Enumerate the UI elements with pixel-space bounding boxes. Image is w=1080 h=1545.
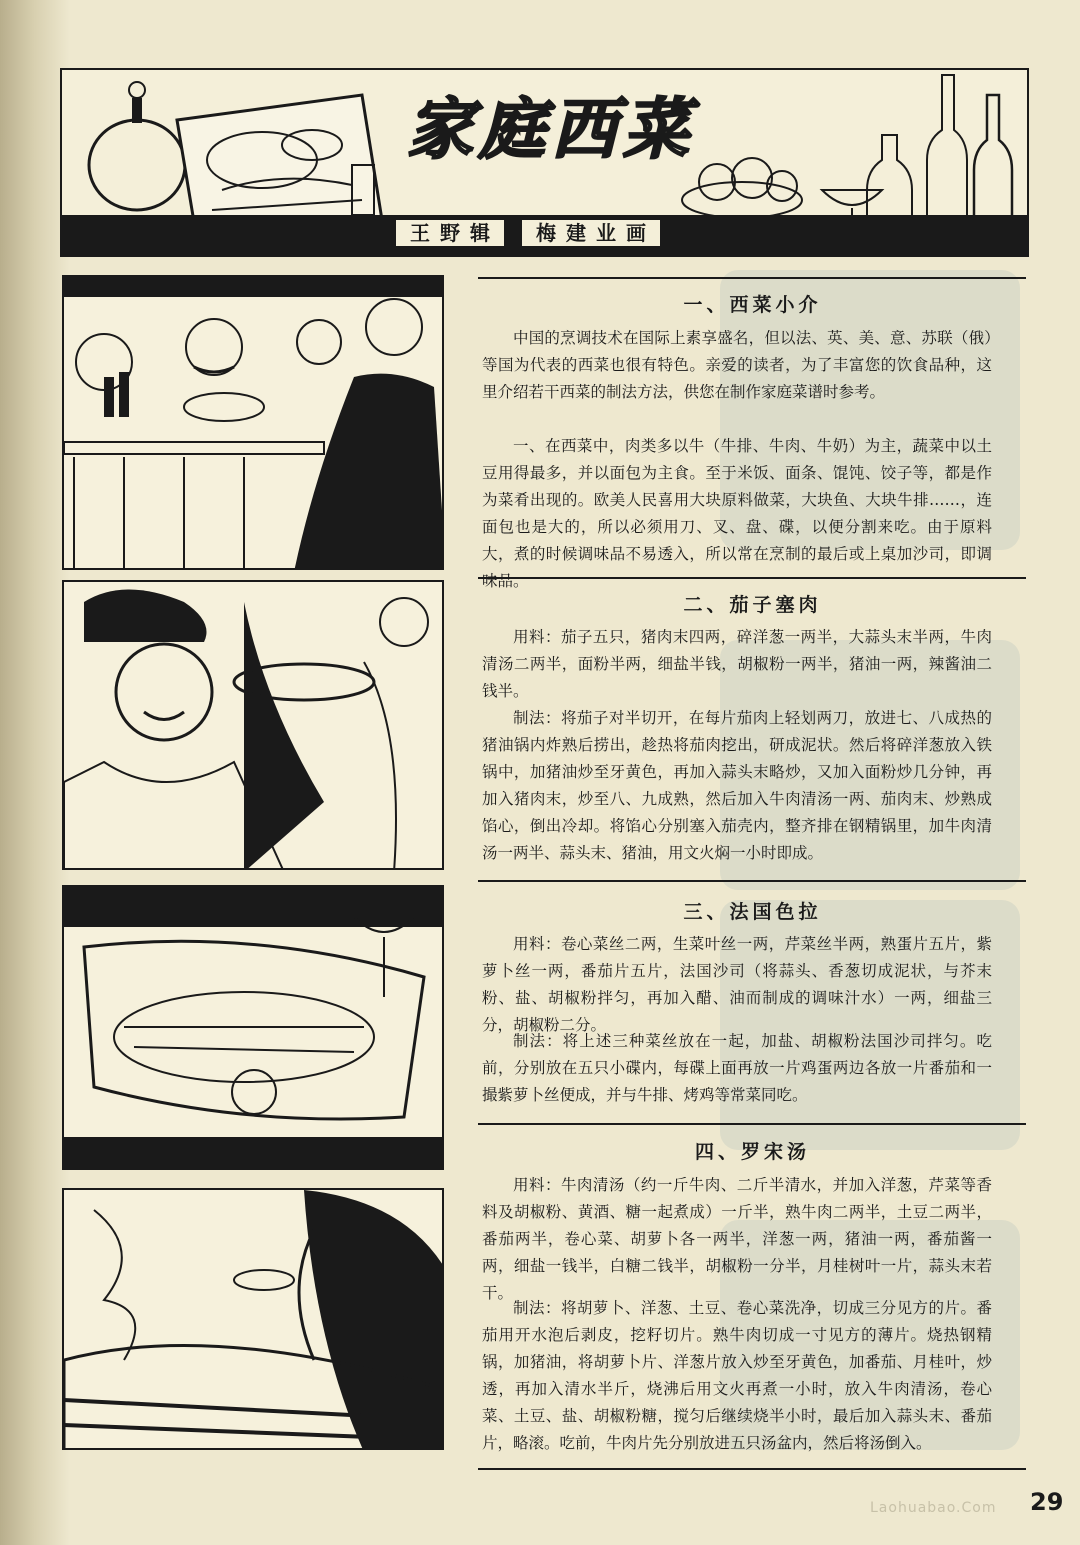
credit-editor: 王野辑 <box>394 218 506 248</box>
section-paragraph: 用料：牛肉清汤（约一斤牛肉、二斤半清水，并加入洋葱，芹菜等香料及胡椒粉、黄酒、糖一起煮成）一斤半，熟牛肉二两半，土豆二两半，番茄两半，卷心菜、胡萝卜各一两半，洋葱一两，猪油一两，番茄酱一两，细盐一钱半，白糖二钱半，胡椒粉一分半，月桂树叶一片，蒜头末若干。 <box>482 1176 992 1302</box>
section-divider <box>478 1123 1026 1125</box>
section-paragraph: 制法：将上述三种菜丝放在一起，加盐、胡椒粉法国沙司拌匀。吃前，分别放在五只小碟内，每碟上面再放一片鸡蛋两边各放一片番茄和一撮紫萝卜丝便成，并与牛排、烤鸡等常菜同吃。 <box>482 1032 992 1104</box>
section-paragraph: 用料：卷心菜丝二两，生菜叶丝一两，芹菜丝半两，熟蛋片五片，紫萝卜丝一两，番茄片五片，法国沙司（将蒜头、香葱切成泥状，与芥末粉、盐、胡椒粉拌匀，再加入醋、油而制成的调味汁水）一两，细盐三分，胡椒粉二分。 <box>482 935 992 1034</box>
section-paragraph: 制法：将茄子对半切开，在每片茄肉上轻划两刀，放进七、八成热的猪油锅内炸熟后捞出，趁热将茄肉挖出，研成泥状。然后将碎洋葱放入铁锅中，加猪油炒至牙黄色，再加入蒜头末略炒，又加入面粉炒几分钟，再加入猪肉末，炒至八、九成熟，然后加入牛肉清汤一两、茄肉末、炒熟成馅心，倒出冷却。将馅心分别塞入茄壳内，整齐排在钢精锅里，加牛肉清汤一两半、蒜头末、猪油，用文火焖一小时即成。 <box>482 709 992 862</box>
feast-table-illustration <box>64 887 444 1170</box>
section-divider <box>478 880 1026 882</box>
illustration-panel-feast <box>62 885 444 1170</box>
chef-serving-illustration <box>64 582 444 870</box>
section-divider <box>478 277 1026 279</box>
woman-eating-illustration <box>64 1190 444 1450</box>
section-title: 三、法国色拉 <box>683 901 822 923</box>
section-title: 四、罗宋汤 <box>694 1141 810 1163</box>
section-title: 一、西菜小介 <box>683 294 822 316</box>
header-banner <box>60 68 1029 257</box>
dinner-scene-illustration <box>64 277 444 570</box>
illustration-panel-diner <box>62 1188 444 1450</box>
section-divider <box>478 1468 1026 1470</box>
watermark: Laohuabao.Com <box>870 1500 997 1516</box>
section-paragraph: 用料：茄子五只，猪肉末四两，碎洋葱一两半，大蒜头末半两，牛肉清汤二两半，面粉半两，细盐半钱，胡椒粉一两半，猪油一两，辣酱油二钱半。 <box>482 628 992 700</box>
illustration-panel-dinner <box>62 275 444 570</box>
section-paragraph: 中国的烹调技术在国际上素享盛名，但以法、英、美、意、苏联（俄）等国为代表的西菜也很有特色。亲爱的读者，为了丰富您的饮食品种，这里介绍若干西菜的制法方法，供您在制作家庭菜谱时参考。 <box>482 329 992 401</box>
section-paragraph: 制法：将胡萝卜、洋葱、土豆、卷心菜洗净，切成三分见方的片。番茄用开水泡后剥皮，挖籽切片。熟牛肉切成一寸见方的薄片。烧热钢精锅，加猪油，将胡萝卜片、洋葱片放入炒至牙黄色，加番茄、月桂叶，炒透，再加入清水半斤，烧沸后用文火再煮一小时，放入牛肉清汤，卷心菜、土豆、盐、胡椒粉糖，搅匀后继续烧半小时，最后加入蒜头末、番茄片，略滚。吃前，牛肉片先分别放进五只汤盆内，然后将汤倒入。 <box>482 1299 992 1452</box>
page-number: 29 <box>1030 1488 1064 1516</box>
section-title: 二、茄子塞肉 <box>683 594 822 616</box>
illustration-panel-chef <box>62 580 444 870</box>
page-title: 家庭西菜 <box>407 90 695 168</box>
credit-artist: 梅建业画 <box>520 218 662 248</box>
section-paragraph: 一、在西菜中，肉类多以牛（牛排、牛肉、牛奶）为主，蔬菜中以土豆用得最多，并以面包为主食。至于米饭、面条、馄饨、饺子等，都是作为菜肴出现的。欧美人民喜用大块原料做菜，大块鱼、大块牛排……，连面包也是大的，所以必须用刀、叉、盘、碟，以便分割来吃。由于原料大，煮的时候调味品不易透入，所以常在烹制的最后或上桌加沙司，即调味品。 <box>482 437 992 590</box>
